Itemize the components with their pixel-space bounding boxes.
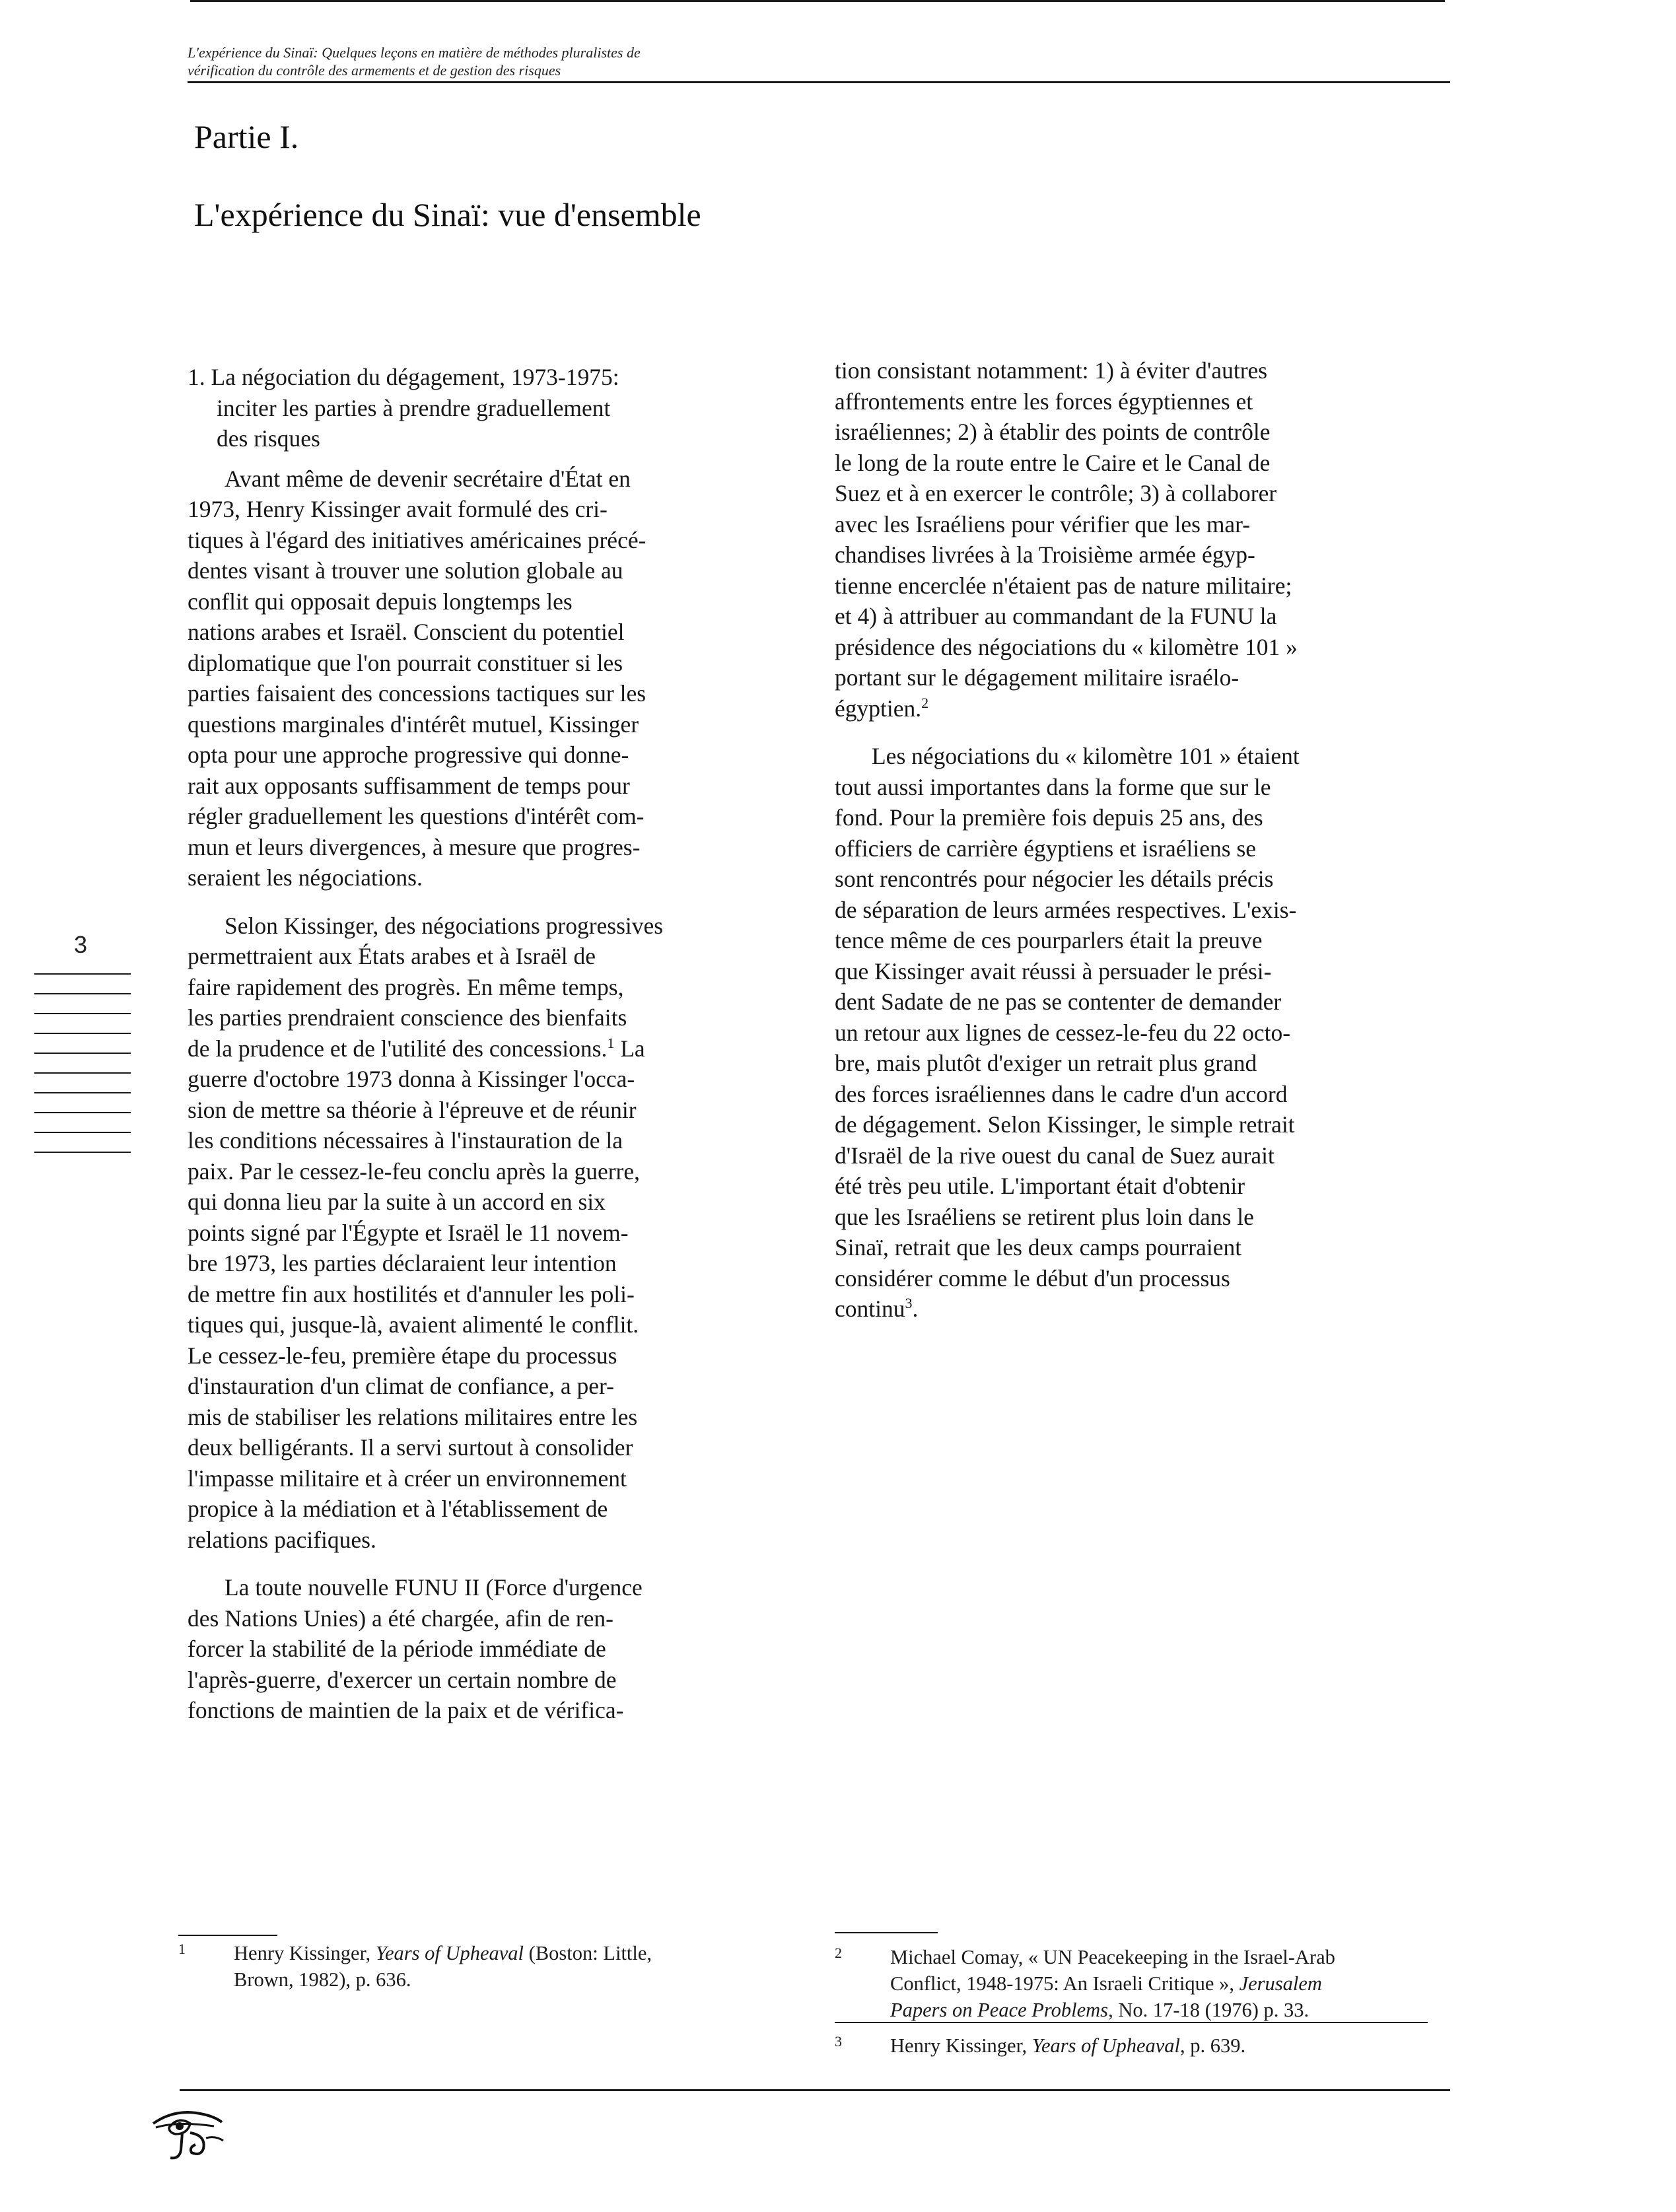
footnote-line: Michael Comay, « UN Peacekeeping in the Israel-Arab	[890, 1946, 1335, 1968]
text-line: les parties prendraient conscience des bienfaits	[188, 1004, 627, 1031]
paragraph-3	[188, 1572, 782, 1726]
text-line: de mettre fin aux hostilités et d'annuler les poli-	[188, 1280, 635, 1307]
text-line: nations arabes et Israël. Conscient du potentiel	[188, 619, 625, 645]
text-line: parties faisaient des concessions tactiques sur les	[188, 680, 646, 707]
text-line: et 4) à attribuer au commandant de la FUNU la	[835, 603, 1277, 629]
footnote-ref-2[interactable]: 2	[921, 694, 929, 711]
margin-tab-rule	[34, 993, 131, 994]
section-heading-line: inciter les parties à prendre graduellement	[217, 394, 611, 421]
text-line: bre 1973, les parties déclaraient leur intention	[188, 1250, 617, 1276]
running-head	[188, 44, 980, 79]
text-line: tout aussi importantes dans la forme que sur le	[835, 773, 1271, 800]
part-label: Partie I.	[194, 118, 299, 155]
part-title: L'expérience du Sinaï: vue d'ensemble	[194, 196, 701, 233]
text-line: permettraient aux États arabes et à Israël de	[188, 943, 596, 969]
paragraph-2	[188, 911, 782, 1556]
text-segment: .	[912, 1296, 919, 1322]
text-segment: La	[614, 1035, 645, 1062]
text-line: fonctions de maintien de la paix et de vérifica-	[188, 1697, 624, 1723]
paragraph-4	[835, 741, 1455, 1325]
text-line: paix. Par le cessez-le-feu conclu après la guerre,	[188, 1158, 640, 1185]
text-line: de dégagement. Selon Kissinger, le simple retrait	[835, 1111, 1295, 1138]
text-segment: de la prudence et de l'utilité des concessions.	[188, 1035, 608, 1062]
text-line	[188, 1033, 782, 1064]
footnote-ref-3[interactable]: 3	[905, 1295, 913, 1311]
text-line: Selon Kissinger, des négociations progressives	[225, 912, 664, 939]
margin-tab-rule	[34, 973, 131, 975]
footnote-line	[890, 1970, 1335, 1997]
text-line: tiques qui, jusque-là, avaient alimenté le conflit.	[188, 1311, 639, 1338]
text-segment: continu	[835, 1296, 905, 1322]
text-line: présidence des négociations du « kilomètre 101 »	[835, 633, 1298, 660]
footnote-line: Brown, 1982), p. 636.	[234, 1968, 411, 1991]
text-line: affrontements entre les forces égyptiennes et	[835, 388, 1253, 415]
text-segment: Conflict, 1948-1975: An Israeli Critique »,	[890, 1972, 1240, 1995]
footnote-text	[890, 1944, 1335, 2023]
column-left	[188, 362, 782, 1743]
margin-tab-rule	[34, 1053, 131, 1054]
footnote-line	[890, 1997, 1335, 2023]
text-line: La toute nouvelle FUNU II (Force d'urgence	[225, 1574, 643, 1601]
journal-title: Jerusalem	[1239, 1972, 1322, 1995]
text-line: dent Sadate de ne pas se contenter de demander	[835, 988, 1282, 1015]
footnote-text	[234, 1940, 652, 1993]
text-segment: Henry Kissinger,	[234, 1942, 376, 1964]
top-border-rule	[190, 0, 1445, 2]
text-line: 1973, Henry Kissinger avait formulé des cri-	[188, 496, 608, 522]
text-line: mis de stabiliser les relations militaires entre les	[188, 1403, 638, 1430]
book-title: Years of Upheaval	[375, 1942, 524, 1964]
text-line: été très peu utile. L'important était d'obtenir	[835, 1173, 1245, 1199]
header-rule	[188, 81, 1450, 83]
text-line: questions marginales d'intérêt mutuel, Kissinger	[188, 710, 639, 738]
text-line: diplomatique que l'on pourrait constituer si les	[188, 649, 623, 676]
text-line: rait aux opposants suffisamment de temps pour	[188, 772, 630, 799]
text-segment: , No. 17-18 (1976) p. 33.	[1108, 1999, 1309, 2021]
text-line: un retour aux lignes de cessez-le-feu du 22 octo-	[835, 1019, 1291, 1046]
section-heading-line: 1. La négociation du dégagement, 1973-1975:	[188, 364, 619, 390]
paragraph-3-continued	[835, 355, 1455, 724]
text-segment: , p. 639.	[1180, 2034, 1246, 2057]
text-line: portant sur le dégagement militaire israélo-	[835, 664, 1240, 691]
footnote-line	[890, 2032, 1245, 2059]
text-line: fond. Pour la première fois depuis 25 ans, des	[835, 804, 1263, 831]
footnote-separator	[178, 1935, 277, 1936]
column-right	[835, 355, 1455, 1342]
text-line: propice à la médiation et à l'établissement de	[188, 1496, 608, 1522]
text-line: que Kissinger avait réussi à persuader le prési-	[835, 957, 1272, 985]
text-segment: égyptien.	[835, 695, 922, 722]
text-line: que les Israéliens se retirent plus loin dans le	[835, 1203, 1254, 1230]
text-line: Suez et à en exercer le contrôle; 3) à collaborer	[835, 480, 1277, 506]
text-segment: (Boston: Little,	[524, 1942, 652, 1964]
text-line: deux belligérants. Il a servi surtout à consolider	[188, 1434, 633, 1461]
text-line	[835, 1294, 1455, 1325]
book-title: Years of Upheaval	[1031, 2034, 1181, 2057]
paragraph-1	[188, 464, 782, 893]
text-line: d'Israël de la rive ouest du canal de Suez aurait	[835, 1142, 1274, 1169]
text-line: faire rapidement des progrès. En même temps,	[188, 973, 624, 1000]
running-head-line-2: vérification du contrôle des armements et de gestion des risques	[188, 62, 561, 79]
text-line: régler graduellement les questions d'intérêt com-	[188, 803, 645, 829]
text-line: dentes visant à trouver une solution globale au	[188, 557, 623, 584]
journal-title: Papers on Peace Problems	[890, 1999, 1109, 2021]
text-line: tence même de ces pourparlers était la preuve	[835, 927, 1263, 953]
section-heading-line: des risques	[217, 425, 320, 452]
text-line: de séparation de leurs armées respectives. L'exis-	[835, 896, 1297, 923]
footnote-marker: 2	[835, 1945, 842, 1961]
text-line: tienne encerclée n'étaient pas de nature militaire;	[835, 572, 1292, 599]
footnote-marker: 1	[178, 1941, 186, 1957]
text-line: conflit qui opposait depuis longtemps les	[188, 588, 573, 615]
footnote-text	[890, 2032, 1245, 2059]
text-line: Sinaï, retrait que les deux camps pourraient	[835, 1234, 1242, 1261]
text-line: relations pacifiques.	[188, 1526, 376, 1553]
text-line	[835, 693, 1455, 724]
text-line: les conditions nécessaires à l'instauration de la	[188, 1127, 623, 1154]
footnote-ref-1[interactable]: 1	[607, 1034, 615, 1051]
text-line: d'instauration d'un climat de confiance, a per-	[188, 1373, 614, 1399]
section-heading	[188, 362, 782, 454]
text-line: des forces israéliennes dans le cadre d'un accord	[835, 1080, 1288, 1107]
margin-tab-rule	[34, 1132, 131, 1133]
text-line: seraient les négociations.	[188, 864, 423, 891]
margin-tab-rule	[34, 1152, 131, 1153]
text-line: Avant même de devenir secrétaire d'État en	[225, 465, 631, 492]
eye-of-horus-logo-icon	[149, 2101, 228, 2164]
text-line: sion de mettre sa théorie à l'épreuve et de réunir	[188, 1096, 637, 1123]
text-line: qui donna lieu par la suite à un accord en six	[188, 1189, 606, 1215]
text-line: des Nations Unies) a été chargée, afin de ren-	[188, 1605, 613, 1632]
text-line: guerre d'octobre 1973 donna à Kissinger l'occa-	[188, 1066, 635, 1092]
margin-tab-rule	[34, 1033, 131, 1034]
text-line: le long de la route entre le Caire et le Canal de	[835, 449, 1271, 476]
margin-tab-rule	[34, 1013, 131, 1014]
footnote-line	[234, 1940, 652, 1966]
running-head-line-1: L'expérience du Sinaï: Quelques leçons en matière de méthodes pluralistes de	[188, 44, 641, 61]
text-line: israéliennes; 2) à établir des points de contrôle	[835, 419, 1271, 445]
text-line: sont rencontrés pour négocier les détails précis	[835, 866, 1274, 892]
text-line: points signé par l'Égypte et Israël le 11 novem-	[188, 1219, 629, 1246]
text-line: Les négociations du « kilomètre 101 » étaient	[872, 743, 1300, 769]
text-line: tion consistant notamment: 1) à éviter d'autres	[835, 357, 1268, 384]
text-line: forcer la stabilité de la période immédiate de	[188, 1636, 606, 1662]
margin-tab-rule	[34, 1072, 131, 1074]
footnote-separator	[835, 1932, 938, 1933]
margin-tab-rule	[34, 1092, 131, 1093]
margin-tab-rule	[34, 1112, 131, 1113]
text-line: avec les Israéliens pour vérifier que les mar-	[835, 510, 1251, 537]
text-line: tiques à l'égard des initiatives américaines précé-	[188, 526, 646, 553]
text-line: l'après-guerre, d'exercer un certain nombre de	[188, 1666, 617, 1693]
bottom-rule	[180, 2089, 1450, 2091]
text-line: opta pour une approche progressive qui donne-	[188, 742, 629, 768]
text-line: officiers de carrière égyptiens et israéliens se	[835, 835, 1257, 862]
footnote-marker: 3	[835, 2033, 842, 2050]
text-line: Le cessez-le-feu, première étape du processus	[188, 1342, 617, 1369]
page-number: 3	[74, 931, 88, 958]
text-line: chandises livrées à la Troisième armée égyp-	[835, 541, 1255, 568]
text-segment: Henry Kissinger,	[890, 2034, 1032, 2057]
text-line: mun et leurs divergences, à mesure que progres-	[188, 833, 641, 860]
text-line: l'impasse militaire et à créer un environnement	[188, 1465, 627, 1492]
text-line: bre, mais plutôt d'exiger un retrait plus grand	[835, 1050, 1257, 1076]
text-line: considérer comme le début d'un processus	[835, 1264, 1230, 1292]
